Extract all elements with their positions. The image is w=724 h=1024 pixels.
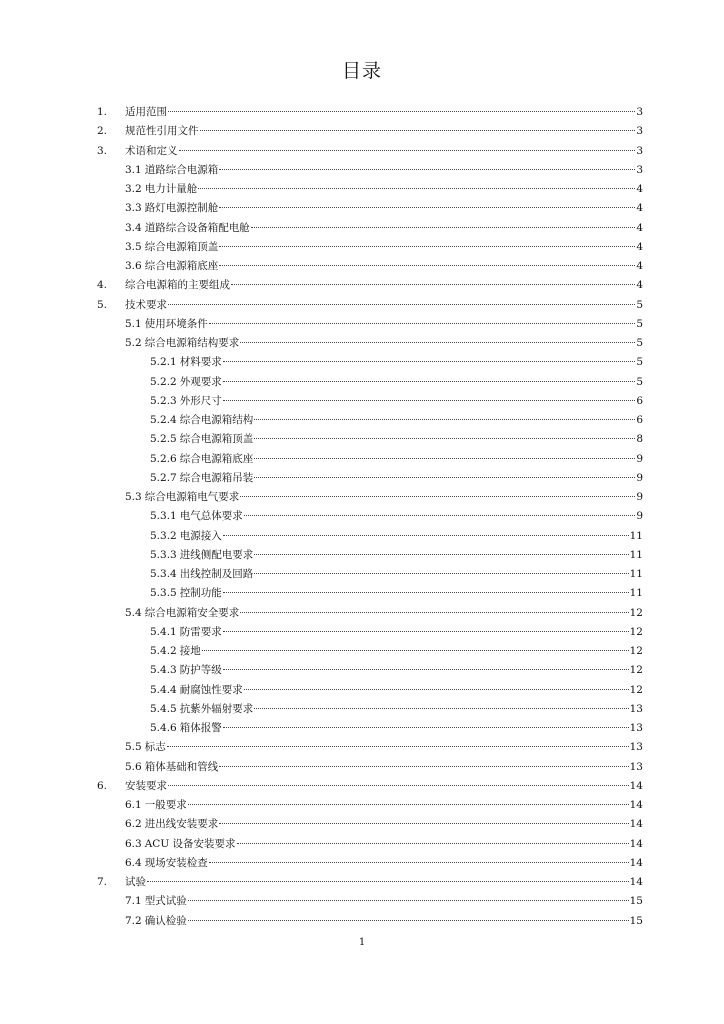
toc-entry[interactable] xyxy=(0,430,724,449)
toc-entry[interactable] xyxy=(0,604,724,623)
toc-entry-number: 1. xyxy=(97,106,108,118)
toc-entry[interactable] xyxy=(0,835,724,854)
toc-entry-page: 12 xyxy=(629,645,643,657)
toc-entry-number: 5.4.4 xyxy=(150,683,177,696)
toc-entry-title: 电气总体要求 xyxy=(179,510,243,523)
toc-entry-page: 11 xyxy=(629,529,643,542)
toc-entry-page: 14 xyxy=(629,799,643,811)
toc-dot-leader xyxy=(223,361,636,362)
toc-dot-leader xyxy=(147,881,629,882)
toc-entry-number: 5.3.2 xyxy=(150,529,177,542)
toc-dot-leader xyxy=(168,304,635,305)
toc-entry-number: 5.4 xyxy=(125,606,142,619)
toc-dot-leader xyxy=(209,323,636,324)
toc-entry-title: 确认检验 xyxy=(144,914,187,927)
toc-entry[interactable] xyxy=(0,700,724,719)
toc-dot-leader xyxy=(254,573,628,574)
toc-entry-title: 安装要求 xyxy=(125,779,167,792)
page-title: 目录 xyxy=(341,60,382,82)
toc-entry-number: 5.2.3 xyxy=(150,394,177,407)
toc-entry-page: 11 xyxy=(629,568,643,580)
toc-entry[interactable] xyxy=(0,507,724,526)
toc-entry[interactable] xyxy=(0,392,724,411)
toc-entry-number: 7. xyxy=(97,876,108,888)
toc-dot-leader xyxy=(254,419,635,420)
toc-entry-title: 控制功能 xyxy=(179,587,222,600)
toc-entry-page: 12 xyxy=(629,625,643,638)
toc-entry[interactable] xyxy=(0,315,724,334)
toc-entry-number: 5.2.1 xyxy=(150,356,177,369)
toc-entry-title: 技术要求 xyxy=(125,298,167,311)
toc-entry-page: 13 xyxy=(629,741,643,754)
toc-entry[interactable] xyxy=(0,353,724,372)
toc-dot-leader xyxy=(188,804,629,805)
toc-entry-number: 6. xyxy=(97,779,108,792)
toc-entry-title: 试验 xyxy=(125,876,146,888)
toc-entry-title: 电力计量舱 xyxy=(144,183,198,195)
toc-entry-page: 8 xyxy=(636,433,643,446)
toc-entry-title: 综合电源箱结构要求 xyxy=(144,337,240,349)
toc-entry-page: 4 xyxy=(636,240,643,253)
toc-entry[interactable] xyxy=(0,584,724,603)
toc-dot-leader xyxy=(254,708,628,709)
toc-entry-page: 14 xyxy=(629,837,643,850)
toc-entry[interactable] xyxy=(0,276,724,295)
toc-entry-title: 接地 xyxy=(179,645,201,657)
toc-entry-page: 4 xyxy=(636,279,643,292)
toc-entry[interactable] xyxy=(0,642,724,661)
toc-entry-page: 14 xyxy=(629,818,643,831)
toc-entry-number: 6.3 xyxy=(125,837,142,850)
toc-entry-number: 5.5 xyxy=(125,741,142,754)
toc-entry-number: 5.3.3 xyxy=(150,548,177,561)
toc-entry-title: 综合电源箱安全要求 xyxy=(144,606,240,619)
toc-dot-leader xyxy=(219,823,628,824)
toc-entry[interactable] xyxy=(0,777,724,796)
toc-dot-leader xyxy=(244,689,629,690)
toc-entry[interactable] xyxy=(0,103,724,122)
toc-entry[interactable] xyxy=(0,450,724,469)
toc-entry-page: 4 xyxy=(636,183,643,195)
toc-entry[interactable] xyxy=(0,815,724,834)
toc-entry-title: 综合电源箱顶盖 xyxy=(144,240,219,253)
toc-entry-page: 13 xyxy=(629,702,643,715)
toc-dot-leader xyxy=(219,169,635,170)
toc-entry-title: 道路综合设备箱配电舱 xyxy=(144,221,250,234)
toc-entry-page: 14 xyxy=(629,876,643,888)
toc-dot-leader xyxy=(240,612,628,613)
toc-entry-title: 适用范围 xyxy=(125,106,167,118)
toc-entry[interactable] xyxy=(0,661,724,680)
toc-entry-title: 箱体报警 xyxy=(179,722,222,734)
toc-entry-number: 5. xyxy=(97,298,108,311)
toc-entry-number: 5.2.6 xyxy=(150,452,177,465)
toc-entry-number: 5.2.4 xyxy=(150,414,177,426)
toc-dot-leader xyxy=(254,458,635,459)
toc-entry[interactable] xyxy=(0,257,724,276)
toc-entry-number: 7.1 xyxy=(125,895,142,908)
toc-entry-number: 5.2.7 xyxy=(150,471,177,484)
toc-entry-page: 14 xyxy=(629,779,643,792)
toc-entry-title: 现场安装检查 xyxy=(144,856,208,869)
toc-dot-leader xyxy=(223,381,636,382)
toc-entry[interactable] xyxy=(0,411,724,430)
toc-entry[interactable] xyxy=(0,334,724,353)
toc-entry-number: 4. xyxy=(97,279,108,292)
toc-entry[interactable] xyxy=(0,565,724,584)
toc-entry-page: 3 xyxy=(636,144,643,157)
toc-dot-leader xyxy=(219,207,635,208)
toc-dot-leader xyxy=(200,130,636,131)
toc-entry-title: 综合电源箱结构 xyxy=(179,414,254,426)
toc-dot-leader xyxy=(244,515,636,516)
toc-dot-leader xyxy=(237,843,629,844)
toc-entry-title: 型式试验 xyxy=(144,895,187,908)
toc-entry-number: 3.1 xyxy=(125,163,142,176)
toc-entry-title: 材料要求 xyxy=(179,356,222,369)
toc-dot-leader xyxy=(168,111,635,112)
toc-entry-number: 5.2.5 xyxy=(150,433,177,446)
toc-entry-page: 3 xyxy=(636,125,643,138)
toc-entry-title: 一般要求 xyxy=(144,799,187,811)
toc-entry-number: 2. xyxy=(97,125,108,138)
toc-entry-title: 标志 xyxy=(144,741,166,754)
toc-entry-title: 耐腐蚀性要求 xyxy=(179,683,243,696)
toc-entry-number: 3.2 xyxy=(125,183,142,195)
toc-entry[interactable] xyxy=(0,719,724,738)
toc-entry-title: 道路综合电源箱 xyxy=(144,163,219,176)
toc-entry[interactable] xyxy=(0,238,724,257)
toc-entry-number: 6.4 xyxy=(125,856,142,869)
toc-dot-leader xyxy=(223,400,636,401)
table-of-contents xyxy=(0,103,724,931)
toc-dot-leader xyxy=(179,150,636,151)
toc-entry-number: 5.3.5 xyxy=(150,587,177,600)
toc-entry-number: 5.4.3 xyxy=(150,664,177,677)
toc-dot-leader xyxy=(223,535,629,536)
page-number: 1 xyxy=(358,937,366,948)
toc-dot-leader xyxy=(223,631,629,632)
toc-entry-number: 6.2 xyxy=(125,818,142,831)
toc-entry-page: 5 xyxy=(636,298,643,311)
toc-entry[interactable] xyxy=(0,488,724,507)
toc-dot-leader xyxy=(231,284,635,285)
toc-entry-title: 外观要求 xyxy=(179,375,222,388)
toc-dot-leader xyxy=(240,496,635,497)
toc-entry-page: 5 xyxy=(636,375,643,388)
toc-entry-page: 6 xyxy=(636,394,643,407)
toc-entry[interactable] xyxy=(0,892,724,911)
toc-entry[interactable] xyxy=(0,681,724,700)
toc-entry-page: 4 xyxy=(636,221,643,234)
toc-entry-page: 13 xyxy=(629,760,643,773)
toc-entry-number: 5.2.2 xyxy=(150,375,177,388)
toc-entry-title: 路灯电源控制舱 xyxy=(144,202,219,215)
toc-entry-page: 12 xyxy=(629,683,643,696)
toc-dot-leader xyxy=(223,592,629,593)
toc-dot-leader xyxy=(188,920,629,921)
toc-entry-page: 12 xyxy=(629,606,643,619)
toc-entry-number: 7.2 xyxy=(125,914,142,927)
toc-entry-title: 综合电源箱底座 xyxy=(144,260,219,272)
toc-entry-title: 箱体基础和管线 xyxy=(144,760,219,773)
toc-entry-title: 综合电源箱的主要组成 xyxy=(125,279,230,292)
toc-entry-title: 抗紫外辐射要求 xyxy=(179,702,254,715)
toc-entry-page: 9 xyxy=(636,471,643,484)
toc-entry[interactable] xyxy=(0,373,724,392)
toc-entry[interactable] xyxy=(0,873,724,892)
toc-entry-number: 5.4.5 xyxy=(150,702,177,715)
toc-entry[interactable] xyxy=(0,527,724,546)
toc-entry[interactable] xyxy=(0,161,724,180)
toc-entry-number: 3.5 xyxy=(125,240,142,253)
toc-entry-title: 防雷要求 xyxy=(179,625,222,638)
toc-entry-page: 6 xyxy=(636,414,643,426)
toc-entry-page: 14 xyxy=(629,856,643,869)
toc-entry-title: 电源接入 xyxy=(179,529,222,542)
toc-dot-leader xyxy=(240,342,635,343)
toc-entry-page: 11 xyxy=(629,587,643,600)
toc-entry-title: 进出线安装要求 xyxy=(144,818,219,831)
toc-entry-title: 出线控制及回路 xyxy=(179,568,254,580)
toc-entry[interactable] xyxy=(0,296,724,315)
toc-entry[interactable] xyxy=(0,122,724,141)
toc-entry-page: 12 xyxy=(629,664,643,677)
toc-dot-leader xyxy=(198,188,635,189)
toc-entry-number: 5.2 xyxy=(125,337,142,349)
toc-entry[interactable] xyxy=(0,854,724,873)
toc-entry-title: 外形尺寸 xyxy=(179,394,222,407)
toc-entry-title: 综合电源箱电气要求 xyxy=(144,491,240,503)
toc-entry-number: 3.4 xyxy=(125,221,142,234)
toc-entry-number: 5.4.6 xyxy=(150,722,177,734)
toc-entry[interactable] xyxy=(0,180,724,199)
toc-dot-leader xyxy=(219,265,635,266)
toc-entry-number: 5.3.1 xyxy=(150,510,177,523)
toc-entry[interactable] xyxy=(0,623,724,642)
toc-entry-title: 术语和定义 xyxy=(125,144,178,157)
toc-dot-leader xyxy=(219,766,628,767)
toc-entry-number: 6.1 xyxy=(125,799,142,811)
toc-entry-page: 5 xyxy=(636,317,643,330)
toc-entry[interactable] xyxy=(0,738,724,757)
toc-entry-title: 综合电源箱顶盖 xyxy=(179,433,254,446)
toc-dot-leader xyxy=(209,862,629,863)
toc-dot-leader xyxy=(254,477,635,478)
toc-entry-page: 15 xyxy=(629,895,643,908)
toc-entry[interactable] xyxy=(0,796,724,815)
toc-entry-title: 规范性引用文件 xyxy=(125,125,199,138)
toc-entry[interactable] xyxy=(0,142,724,161)
toc-dot-leader xyxy=(202,650,629,651)
toc-entry-title: ACU 设备安装要求 xyxy=(144,837,236,850)
toc-dot-leader xyxy=(167,746,629,747)
toc-entry[interactable] xyxy=(0,469,724,488)
toc-entry-title: 综合电源箱吊装 xyxy=(179,471,254,484)
toc-entry-page: 9 xyxy=(636,491,643,503)
toc-entry-page: 3 xyxy=(636,163,643,176)
toc-entry-title: 进线侧配电要求 xyxy=(179,548,254,561)
toc-dot-leader xyxy=(251,227,636,228)
toc-entry[interactable] xyxy=(0,546,724,565)
toc-entry-title: 综合电源箱底座 xyxy=(179,452,254,465)
toc-entry-page: 3 xyxy=(636,106,643,118)
toc-entry-page: 4 xyxy=(636,260,643,272)
toc-entry[interactable] xyxy=(0,219,724,238)
toc-dot-leader xyxy=(219,246,635,247)
toc-entry-number: 5.4.1 xyxy=(150,625,177,638)
toc-entry-page: 5 xyxy=(636,356,643,369)
toc-dot-leader xyxy=(254,438,635,439)
toc-entry-page: 9 xyxy=(636,452,643,465)
toc-entry-number: 3.3 xyxy=(125,202,142,215)
toc-entry-number: 5.3 xyxy=(125,491,142,503)
toc-dot-leader xyxy=(223,727,629,728)
toc-entry-number: 5.3.4 xyxy=(150,568,177,580)
toc-dot-leader xyxy=(254,554,628,555)
toc-entry-title: 防护等级 xyxy=(179,664,222,677)
toc-entry[interactable] xyxy=(0,758,724,777)
toc-entry[interactable] xyxy=(0,912,724,931)
toc-entry[interactable] xyxy=(0,199,724,218)
toc-entry-number: 5.1 xyxy=(125,317,142,330)
toc-entry-page: 4 xyxy=(636,202,643,215)
toc-dot-leader xyxy=(188,900,629,901)
toc-dot-leader xyxy=(223,669,629,670)
toc-entry-page: 11 xyxy=(629,548,643,561)
toc-dot-leader xyxy=(168,785,629,786)
toc-entry-page: 13 xyxy=(629,722,643,734)
toc-entry-number: 5.4.2 xyxy=(150,645,177,657)
toc-entry-number: 3. xyxy=(97,144,108,157)
toc-entry-number: 3.6 xyxy=(125,260,142,272)
toc-entry-number: 5.6 xyxy=(125,760,142,773)
toc-entry-page: 9 xyxy=(636,510,643,523)
toc-entry-title: 使用环境条件 xyxy=(144,317,208,330)
toc-entry-page: 15 xyxy=(629,914,643,927)
toc-entry-page: 5 xyxy=(636,337,643,349)
